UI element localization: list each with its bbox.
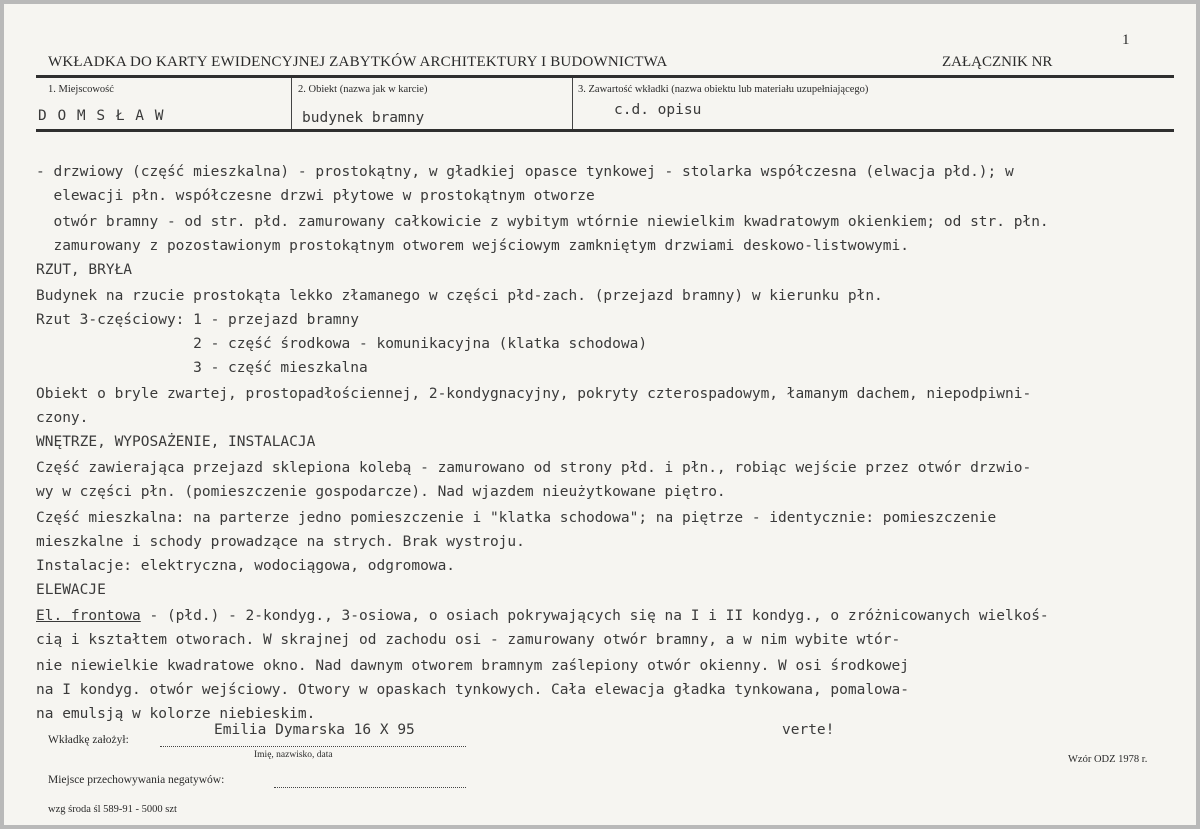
negatives-dotted-line bbox=[274, 787, 466, 788]
locality-label: 1. Miejscowość bbox=[48, 84, 114, 95]
body-line: zamurowany z pozostawionym prostokątnym otworem wejściowym zamkniętym drzwiami deskowo-listwowymi. bbox=[36, 238, 909, 254]
object-value: budynek bramny bbox=[302, 110, 425, 126]
body-line: cią i kształtem otworach. W skrajnej od zachodu osi - zamurowany otwór bramny, a w nim wybite wtór- bbox=[36, 632, 901, 648]
section-heading-plan: RZUT, BRYŁA bbox=[36, 262, 133, 278]
section-heading-interior: WNĘTRZE, WYPOSAŻENIE, INSTALACJA bbox=[36, 434, 316, 450]
object-label: 2. Obiekt (nazwa jak w karcie) bbox=[298, 84, 428, 95]
annex-label: ZAŁĄCZNIK NR bbox=[942, 54, 1053, 70]
negatives-label: Miejsce przechowywania negatywów: bbox=[48, 774, 225, 786]
body-line: 3 - część mieszkalna bbox=[36, 360, 368, 376]
field-divider-1 bbox=[291, 78, 292, 129]
body-line: Obiekt o bryle zwartej, prostopadłościennej, 2-kondygnacyjny, pokryty czterospadowym, łamanym dachem, niepodpiwni- bbox=[36, 386, 1032, 402]
body-line: Rzut 3-częściowy: 1 - przejazd bramny bbox=[36, 312, 360, 328]
founded-label: Wkładkę założył: bbox=[48, 734, 129, 746]
elevation-first-text: - (płd.) - 2-kondyg., 3-osiowa, o osiach pokrywających się na I i II kondyg., o zróżnicowanych wielkoś- bbox=[140, 608, 1049, 624]
body-line: Część mieszkalna: na parterze jedno pomieszczenie i "klatka schodowa"; na piętrze - identycznie: pomieszczenie bbox=[36, 510, 997, 526]
field-divider-2 bbox=[572, 78, 573, 129]
section-heading-elevations: ELEWACJE bbox=[36, 582, 106, 598]
body-line: - drzwiowy (część mieszkalna) - prostokątny, w gładkiej opasce tynkowej - stolarka współczesna (elwacja płd.); w bbox=[36, 164, 1014, 180]
body-line: Instalacje: elektryczna, wodociągowa, odgromowa. bbox=[36, 558, 456, 574]
founded-caption: Imię, nazwisko, data bbox=[254, 750, 333, 760]
printer-note: wzg środa śl 589-91 - 5000 szt bbox=[48, 804, 177, 815]
body-line: na emulsją w kolorze niebieskim. bbox=[36, 706, 316, 722]
body-line: na I kondyg. otwór wejściowy. Otwory w opaskach tynkowych. Cała elewacja gładka tynkowana, pomalowa- bbox=[36, 682, 909, 698]
content-value: c.d. opisu bbox=[614, 102, 702, 118]
body-line: Budynek na rzucie prostokąta lekko złamanego w części płd-zach. (przejazd bramny) w kierunku płn. bbox=[36, 288, 883, 304]
header-bottom-rule bbox=[36, 129, 1174, 132]
body-line: mieszkalne i schody prowadzące na strych. Brak wystroju. bbox=[36, 534, 525, 550]
page-number: 1 bbox=[1122, 32, 1130, 48]
record-card bbox=[4, 4, 1196, 825]
body-line: elewacji płn. współczesne drzwi płytowe w prostokątnym otworze bbox=[36, 188, 595, 204]
form-title: WKŁADKA DO KARTY EWIDENCYJNEJ ZABYTKÓW ARCHITEKTURY I BUDOWNICTWA bbox=[48, 54, 668, 70]
elevation-label: El. frontowa bbox=[36, 608, 141, 624]
body-line: czony. bbox=[36, 410, 89, 426]
founded-dotted-line bbox=[160, 746, 466, 747]
content-label: 3. Zawartość wkładki (nazwa obiektu lub materiału uzupełniającego) bbox=[578, 84, 869, 95]
body-line: otwór bramny - od str. płd. zamurowany całkowicie z wybitym wtórnie niewielkim kwadratowym okienkiem; od str. płn. bbox=[36, 214, 1049, 230]
elevation-first-line bbox=[36, 608, 1049, 624]
body-line: wy w części płn. (pomieszczenie gospodarcze). Nad wjazdem nieużytkowane piętro. bbox=[36, 484, 726, 500]
body-line: 2 - część środkowa - komunikacyjna (klatka schodowa) bbox=[36, 336, 648, 352]
header-top-rule bbox=[36, 75, 1174, 78]
body-line: nie niewielkie kwadratowe okno. Nad dawnym otworem bramnym zaślepiony otwór okienny. W osi środkowej bbox=[36, 658, 909, 674]
verte-note: verte! bbox=[782, 722, 835, 738]
locality-value: D O M S Ł A W bbox=[38, 108, 165, 124]
body-line: Część zawierająca przejazd sklepiona kolebą - zamurowano od strony płd. i płn., robiąc wejście przez otwór drzwio- bbox=[36, 460, 1032, 476]
pattern-note: Wzór ODZ 1978 r. bbox=[1068, 754, 1148, 765]
founded-value: Emilia Dymarska 16 X 95 bbox=[214, 722, 415, 738]
